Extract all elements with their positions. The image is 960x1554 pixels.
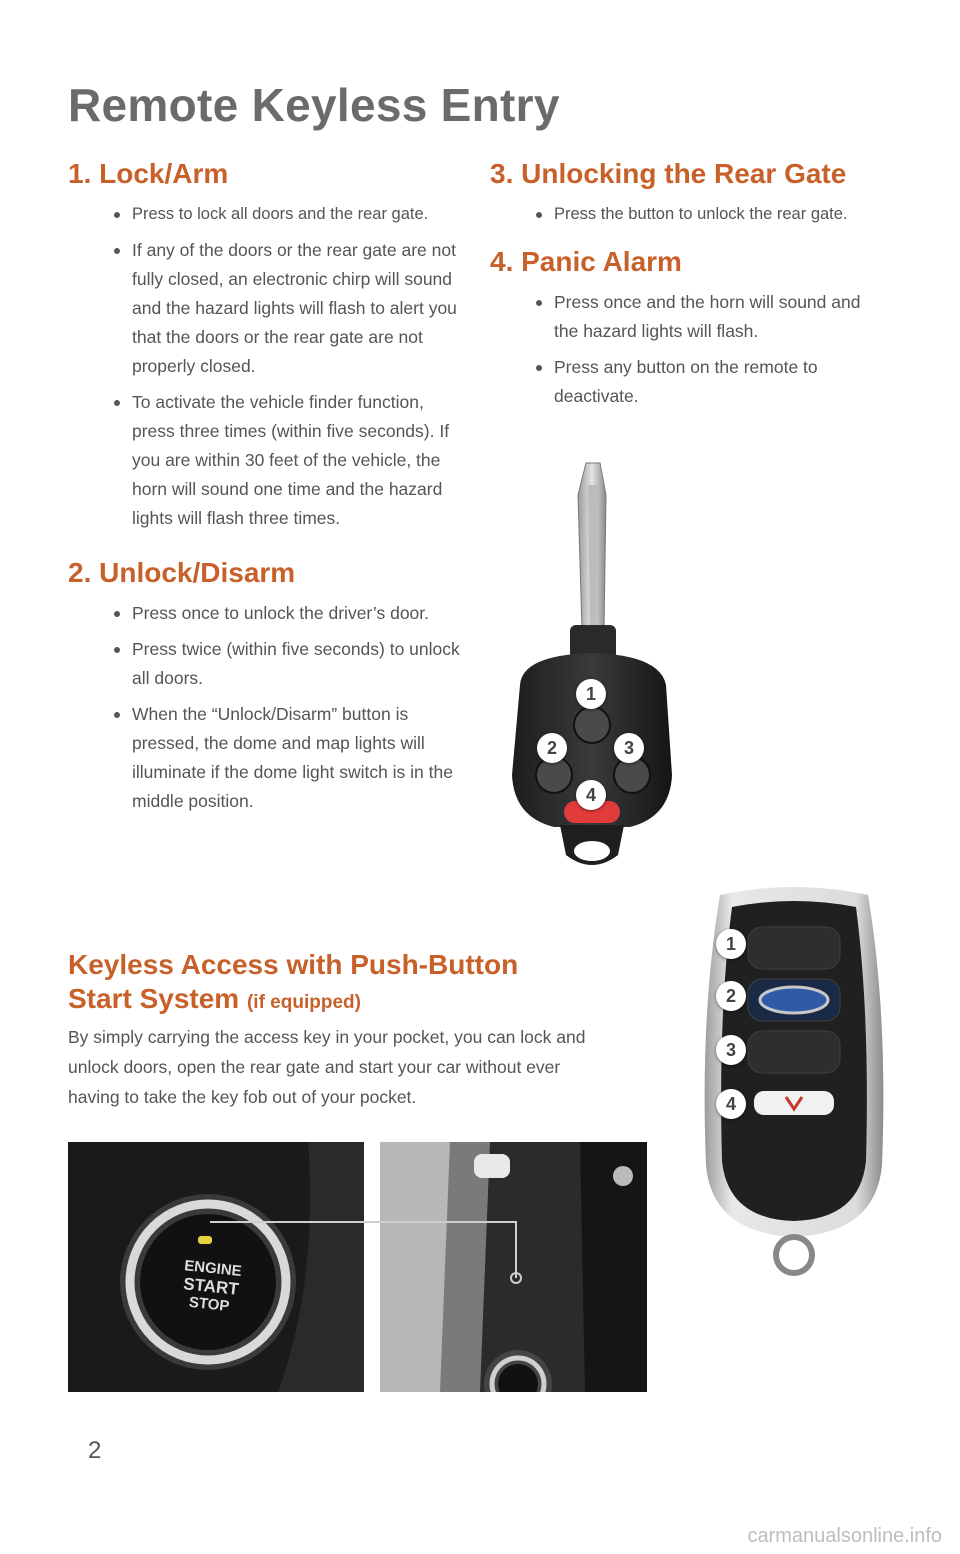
start-button-text-line: ENGINE [183,1257,243,1281]
bullet-item: If any of the doors or the rear gate are not fully closed, an electronic chirp will sound and the hazard lights will flash to alert you that the doors or the rear gate are not properly closed. [110,236,470,381]
bullet-item: Press once to unlock the driver’s door. [110,599,470,628]
bullet-item: Press any button on the remote to deactivate. [532,353,872,411]
heading-rear-gate: 3. Unlocking the Rear Gate [490,158,847,189]
start-button-text-line: STOP [188,1293,231,1315]
keyless-heading-line1: Keyless Access with Push-Button [68,949,519,980]
keyless-heading-line2: Start System [68,983,240,1014]
keyless-heading-suffix: (if equipped) [246,992,361,1013]
smart-label-2: 2 [716,981,746,1011]
smart-label-1: 1 [716,929,746,959]
remote-label-3: 3 [614,733,644,763]
page-title: Remote Keyless Entry [68,79,560,131]
keyless-description: By simply carrying the access key in your pocket, you can lock and unlock doors, open the rear gate and start your car without ever having to take the key fob out of your pocket. [68,1027,586,1107]
heading-unlock-disarm: 2. Unlock/Disarm [68,557,296,588]
smart-label-3: 3 [716,1035,746,1065]
remote-label-2: 2 [537,733,567,763]
start-button-text-line: START [182,1274,240,1299]
page-number: 2 [88,1437,102,1464]
bullet-item: Press to lock all doors and the rear gate. [110,200,470,229]
remote-label-4: 4 [576,780,606,810]
bullet-item: To activate the vehicle finder function, press three times (within five seconds). If you are within 30 feet of the vehicle, the horn will sound one time and the hazard lights will flash three times. [110,388,470,533]
bullet-item: Press once and the horn will sound and the hazard lights will flash. [532,288,872,346]
watermark: carmanualsonline.info [747,1525,942,1547]
heading-lock-arm: 1. Lock/Arm [68,158,229,189]
bullet-item: Press the button to unlock the rear gate. [532,200,912,229]
remote-label-1: 1 [576,679,606,709]
bullet-item: When the “Unlock/Disarm” button is pressed, the dome and map lights will illuminate if the dome light switch is in the middle position. [110,700,470,816]
smart-label-4: 4 [716,1089,746,1119]
bullet-item: Press twice (within five seconds) to unlock all doors. [110,635,470,693]
heading-panic-alarm: 4. Panic Alarm [490,246,682,277]
